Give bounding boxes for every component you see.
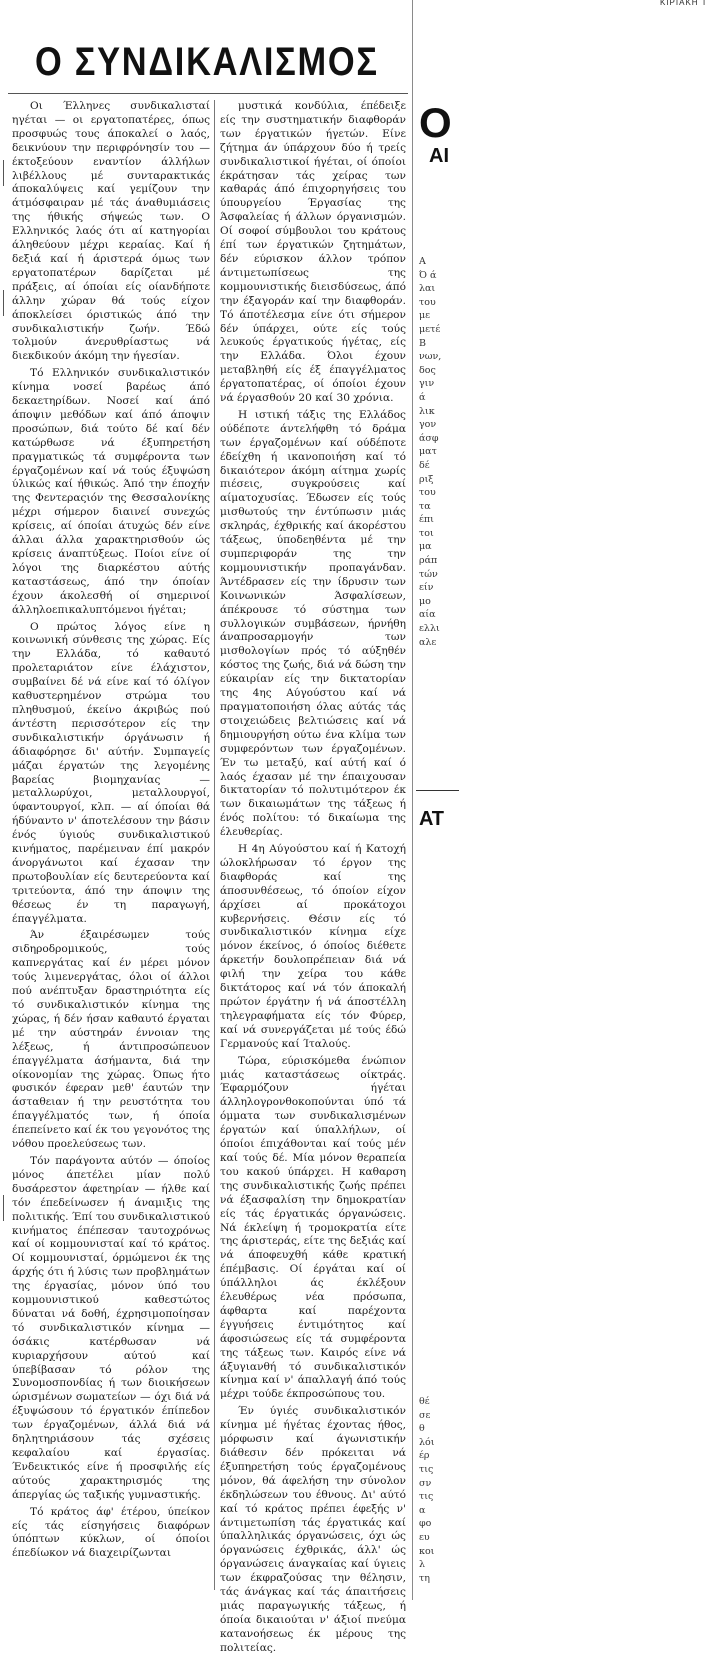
adjacent-text-line: τοι (419, 527, 434, 539)
adjacent-rule (416, 790, 459, 791)
article-paragraph: Η ιστική τάξις της Ελλάδος ούδέποτε άντελήφθη τό δράμα των έργαζομένων καί ούδέποτε έδείχθη ή ικανοποιήση καί τό δικαιότερον άκόμη αίτημα χωρίς πιέσεις, συγκρούσεις καί αίματοχυσίας. Έδωσεν είς τούς μισθωτούς την έντύπωσιν μιάς σκληράς, έχθρικής καί άκορέστου τάξεως, ύποδεηθέντα μέ την συμπεριφοράν της την κομμουνιστικήν προπαγάνδαν. Άντέδρασεν είς την ίδρυσιν των Κοινωνικών Άσφαλίσεων, άπέκρουσε τό σύστημα των συλλογικών συμβάσεων, ήρνήθη άναπροσαρμογήν των μισθολογίων πρός τό αύξηθέν κόστος της ζωής, διά νά δώση την εύκαιρίαν είς την δικτατορίαν της 4ης Αύγούστου καί νά πραγματοποιήση όλας αύτάς τάς στοιχειώδεις βελτιώσεις καί νά δημιουργήση ούτω ένα κλίμα των συμφερόντων των έργαζομένων. Έν τω μεταξύ, καί αύτή καί ό λαός έχασαν μέ την έπαιχουσαν δικτατορίαν τό πολυτιμότερον έκ των δικαιωμάτων της τάξεως ή ένός πολίτου: τό δικαίωμα της έλευθερίας. (220, 408, 406, 839)
adjacent-text-line: ελλι (419, 623, 440, 635)
adjacent-text-line: ά (419, 391, 426, 403)
article-paragraph: Άν έξαιρέσωμεν τούς σιδηροδρομικούς, τούς καπνεργάτας καί έν μέρει μόνον τούς λιμενεργάτας, όλοι οί άλλοι πού ανέπτυξαν δραστηριότητα είς τό συνδικαλιστικόν κίνημα της χώρας, ή δέν ήσαν καθαυτό έργαται μέ την αύστηράν έννοιαν της λέξεως, ή άντιπροσώπευον έπαγγέλματα άσήμαντα, διά την οίκονομίαν της χώρας. Όπως ήτο φυσικόν έφεραν μεθ' έαυτών την άσταθειαν ή την ρευστότητα του έπαγγέλματός των, ή όποία έπεπείνετο καί έκ του γεγονότος της νόθου προελεύσεως των. (12, 929, 210, 1151)
adjacent-text-line: Ό ά (419, 269, 437, 281)
adjacent-headline-letter: Ο (419, 99, 452, 146)
adjacent-text-line: φο (419, 1518, 432, 1530)
adjacent-text-line: ευ (419, 1531, 430, 1543)
article-paragraph: Οι Έλληνες συνδικαλισταί ηγέται — οι εργατοπατέρες, όπως προσφυώς τους άποκαλεί ο λαός, δεικνύουν την περιφρόνησίν του — έκτοξεύουν εναντίον άλλήλων λιβέλλους μέ συνταρακτικάς άποκαλύψεις καί γεμίζουν την άτμόσφαιραν μέ τάς άναθυμιάσεις της ήθικής σήψεώς των. Ο Ελληνικός λαός ότι αί κατηγορίαι άληθεύουν μέχρι κεραίας. Καί ή δεξιά καί ή άριστερά όμως των εργατοπατέρων δαρίζεται μέ πράξεις, αί όποίαι είς οίανδήποτε άλλην χώραν θά τούς είχον άποκλείσει όριστικώς άπό την συνδικαλιστικήν ζωήν. Έδώ τολμούν άνερυθρίαστως νά διεκδικούν άκόμη την ήγεσίαν. (12, 100, 210, 363)
adjacent-text-line: θέ (419, 1396, 430, 1407)
adjacent-text-line: είν (419, 582, 434, 594)
adjacent-text-line: του (419, 487, 436, 499)
adjacent-text-line: τών (419, 568, 438, 580)
adjacent-text-line: άσφ (419, 432, 439, 444)
adjacent-lower-text (419, 1395, 453, 1585)
adjacent-text-line: τις (419, 1463, 434, 1475)
adjacent-text-line: με (419, 310, 431, 322)
article-column-left (12, 100, 210, 1590)
adjacent-text-line: μο (419, 595, 431, 607)
article-paragraph: Η 4η Αύγούστου καί ή Κατοχή ώλοκλήρωσαν τό έργον της διαφθοράς καί της άποσυνθέσεως, τό όποίον είχον άρχίσει αί προκάτοχοι κυβερνήσεις. Θέσιν είς τό συνδικαλιστικόν κίνημα είχε μόνον έκείνος, ό όποίος διέθετε άρκετήν δουλοπρέπειαν διά νά φιλή την χείρα του κάθε δικτάτορος καί νά τόν άποκαλή πρώτον έργάτην ή νά άποστέλλη τηλεγραφήματα είς τόν Φύρερ, καί νά συνεργάζεται μέ τούς έδώ Γερμανούς καί Ίταλούς. (220, 843, 406, 1050)
adjacent-subheadline: ΑΙ (429, 145, 449, 167)
adjacent-text-line: λικ (419, 405, 435, 417)
scan-bracket-mark (3, 1195, 9, 1221)
scan-bracket-mark (3, 290, 9, 316)
adjacent-text-line: λαι (419, 283, 436, 295)
adjacent-article-text (419, 255, 453, 649)
adjacent-text-line: δέ (419, 459, 430, 471)
adjacent-text-line: έπι (419, 514, 434, 526)
adjacent-lower-headline: ΑΤ (419, 808, 444, 830)
article-paragraph: Τό κράτος άφ' έτέρου, ύπείκον είς τάς είσηγήσεις διαφόρων ύπόπτων κύκλων, οί όποίοι έπεδίωκον νά διαχειρίζωνται (12, 1505, 210, 1560)
adjacent-text-line: σε (419, 1409, 431, 1421)
adjacent-text-line: αλε (419, 636, 437, 648)
adjacent-text-line: λ (419, 1559, 426, 1571)
adjacent-text-line: ματ (419, 446, 437, 458)
adjacent-text-line: γιν (419, 378, 435, 390)
adjacent-text-line: δος (419, 364, 436, 376)
adjacent-text-line: Α (419, 256, 426, 267)
adjacent-text-line: του (419, 296, 436, 308)
column-divider (214, 100, 215, 1590)
scan-bracket-mark (3, 160, 9, 186)
article-paragraph: Τόν παράγοντα αύτόν — όποίος μόνος άπετέλει μίαν πολύ δυσάρεστον άφετηρίαν — ήλθε καί τόν έπεδείνωσεν ή άναμιξις της πολιτικής. Έπί του συνδικαλιστικού κινήματος έπέπεσαν ταυτοχρόνως καί οί κομμουνισταί καί τό κράτος. Οί κομμουνισταί, όρμώμενοι έκ της άρχής ότι ή λύσις των προβλημάτων της έργασίας, μόνον ύπό του κομμουνιστικού καθεστώτος δύναται νά δοθή, έχρησιμοποίησαν τό συνδικαλιστικόν κίνημα — όσάκις κατέρθωσαν νά κυριαρχήσουν αύτού καί ύπεβίβασαν τό ρόλον της Συνομοσπονδίας ή των διοικήσεων ώρισμένων σωματείων — όχι διά νά έξυψώσουν τό έργατικόν έπίπεδον των έργαζομένων, άλλά διά νά δηλητηριάσουν τάς σχέσεις κεφαλαίου καί έργασίας. Ένδεικτικός είνε ή προσφιλής είς αύτούς χαρακτηρισμός της άπεργίας ώς ταξικής γυμναστικής. (12, 1154, 210, 1501)
article-paragraph: Έν ύγιές συνδικαλιστικόν κίνημα μέ ήγέτας έχοντας ήθος, μόρφωσιν καί άγωνιστικήν διάθεσιν δέν πρόκειται νά έξυπηρετήση τούς έργαζομένους μόνον, θά άφελήση την σύνολον έκδηλώσεων του έθνους. Δι' αύτό καί τό κράτος πρέπει έφεξής ν' άντιμετωπίση τάς έργατικάς καί ύπαλληλικάς όργανώσεις, όχι ώς όργανώσεις έχθρικάς, άλλ' ώς όργανώσεις άναγκαίας καί ύγιεις των έκφραζούσας την θέλησιν, τάς άνάγκας καί τάς άπαιτήσεις μιάς παραγωγικής τάξεως, ή όποία δικαιούται ν' άξιοί πνεύμα κατανοήσεως έκ μέρους της πολιτείας. (220, 1405, 406, 1654)
adjacent-text-line: θ (419, 1423, 425, 1435)
article-headline: Ο ΣΥΝΔΙΚΑΛΙΣΜΟΣ (35, 40, 379, 84)
adjacent-text-line: τις (419, 1491, 434, 1503)
adjacent-text-line: μετέ (419, 323, 441, 335)
page-header-fragment: ΚΙΡΙΑΚΗ Τ (660, 0, 708, 7)
adjacent-text-line: ριξ (419, 473, 434, 485)
adjacent-text-line: κοι (419, 1545, 435, 1557)
article-paragraph: μυστικά κονδύλια, έπέδειξε είς την συστηματικήν διαφθοράν των έργατικών ήγετών. Είνε ζήτημα άν ύπάρχουν δύο ή τρείς συνδικαλιστικοί ήγέται, οί όποίοι έκράτησαν τάς χείρας των καθαράς άπό έπιχορηγήσεις του ύπουργείου Έργασίας της Άσφαλείας ή άλλων όργανισμών. Οί σοφοί σύμβουλοι του κράτους έπί των έργατικών ζητημάτων, δέν εύρισκον άλλον τρόπον άντιμετωπίσεως της κομμουνιστικής διεισδύσεως, άπό την έξαγοράν καί την διαφθοράν. Τό άποτέλεσμα είνε ότι σήμερον δέν ύπάρχει, ούτε είς τούς λευκούς έργατικούς ήγέτας, είς την Ελλάδα. Όλοι έχουν μεταβληθή είς έξ έπαγγέλματος έργατοπατέρας, οί όποίοι έχουν νά έργασθούν 20 καί 30 χρόνια. (220, 100, 406, 405)
article-paragraph: Τώρα, εύρισκόμεθα ένώπιον μιάς καταστάσεως οίκτράς. Έφαρμόζουν ήγέται άλληλογρονθοκοπούνται ύπό τά όμματα των συνδικαλισμένων έργατών καί ύπαλλήλων, οί όποίοι έπιχάθονται καί τούς μέν καί τούς δέ. Μία μόνον θεραπεία του κακού ύπάρχει. Η καθαρση της συνδικαλιστικής ζωής πρέπει νά έξασφαλίση την δημοκρατίαν είς τάς έργατικάς όργανώσεις. Νά έκλείψη ή τρομοκρατία είτε της άριστεράς, είτε της δεξιάς καί νά άποφευχθή κάθε κρατική έπέμβασις. Οί έργάται καί οί ύπάλληλοι άς έκλέξουν έλευθέρως νέα πρόσωπα, άφθαρτα καί παρέχοντα έγγυήσεις έντιμότητος καί άφοσιώσεως είς τά συμφέροντα της τάξεως των. Καιρός είνε νά άξυγιανθή τό συνδικαλιστικόν κίνημα καί ν' άπαλλαγή άπό τούς μέχρι τούδε έκπροσώπους του. (220, 1054, 406, 1401)
headline-rule (8, 93, 408, 94)
adjacent-text-line: μα (419, 541, 432, 553)
article-paragraph: Τό Ελληνικόν συνδικαλιστικόν κίνημα νοσεί βαρέως άπό δεκαετηρίδων. Νοσεί καί άπό άποψιν μεθόδων καί άπό άποψιν προσώπων, διά τούτο δέ καί δέν κατώρθωσε νά έξυπηρετήση πραγματικώς τά συμφέροντα των έργαζομένων καί νά τούς έξυψώση ύλικώς καί ήθικώς. Άπό την έποχήν της Φεντεραςιόν της Θεσσαλονίκης μέχρι σήμερον διαινεί συνεχώς κρίσεις, αί όποίαι άτυχώς δέν είνε άλλαι άλλα χαρακτηρισθούν ώς κρίσεις άναπτύξεως. Ποίοι είνε οί λόγοι της διαρκέστου αύτής καταστάσεως, άπό την όποίαν έχουν άκολεσθή οί σημερινοί άλληλοεπικαλυπτόμενοι ήγέται; (12, 367, 210, 616)
adjacent-text-line: α (419, 1504, 426, 1516)
adjacent-text-line: έρ (419, 1450, 430, 1462)
adjacent-text-line: νων, (419, 351, 442, 363)
adjacent-text-line: σν (419, 1477, 432, 1489)
adjacent-text-line: τη (419, 1572, 430, 1584)
adjacent-text-line: ράπ (419, 555, 438, 567)
adjacent-text-line: αία (419, 609, 436, 621)
adjacent-text-line: γον (419, 419, 437, 431)
article-column-middle (220, 100, 406, 1654)
adjacent-text-line: λόι (419, 1436, 435, 1448)
adjacent-text-line: Β (419, 337, 426, 349)
adjacent-text-line: τα (419, 500, 431, 512)
article-paragraph: Ο πρώτος λόγος είνε η κοινωνική σύνθεσις της χώρας. Είς την Ελλάδα, τό καθαυτό προλεταριάτον είνε έλάχιστον, συμβαίνει δέ νά είνε καί τό όλίγον καθυστερημένον στρώμα του πληθυσμού, έκείνο άκριβώς πού άντέστη περισσότερον είς την συνδικαλιστικήν όργάνωσιν ή άδιαφόρησε δι' αύτήν. Συμπαγείς μάζαι έργατών της λεγομένης βαρείας βιομηχανίας — μεταλλωρύχοι, μεταλλουργοί, ύφαντουργοί, κλπ. — αί όποίαι θά ήδύναντο ν' άποτελέσουν την βάσιν ένός ύγιούς συνδικαλιστικού κινήματος, παρέμειναν έπί μακρόν άνοργάνωτοι καί έχασαν την πρωτοβουλίαν είς δευτερεύοντα καί τριτεύοντα, άπό την άποψιν της θέσεως έν τη παραγωγή, έπαγγέλματα. (12, 620, 210, 925)
adjacent-article (413, 0, 459, 1600)
